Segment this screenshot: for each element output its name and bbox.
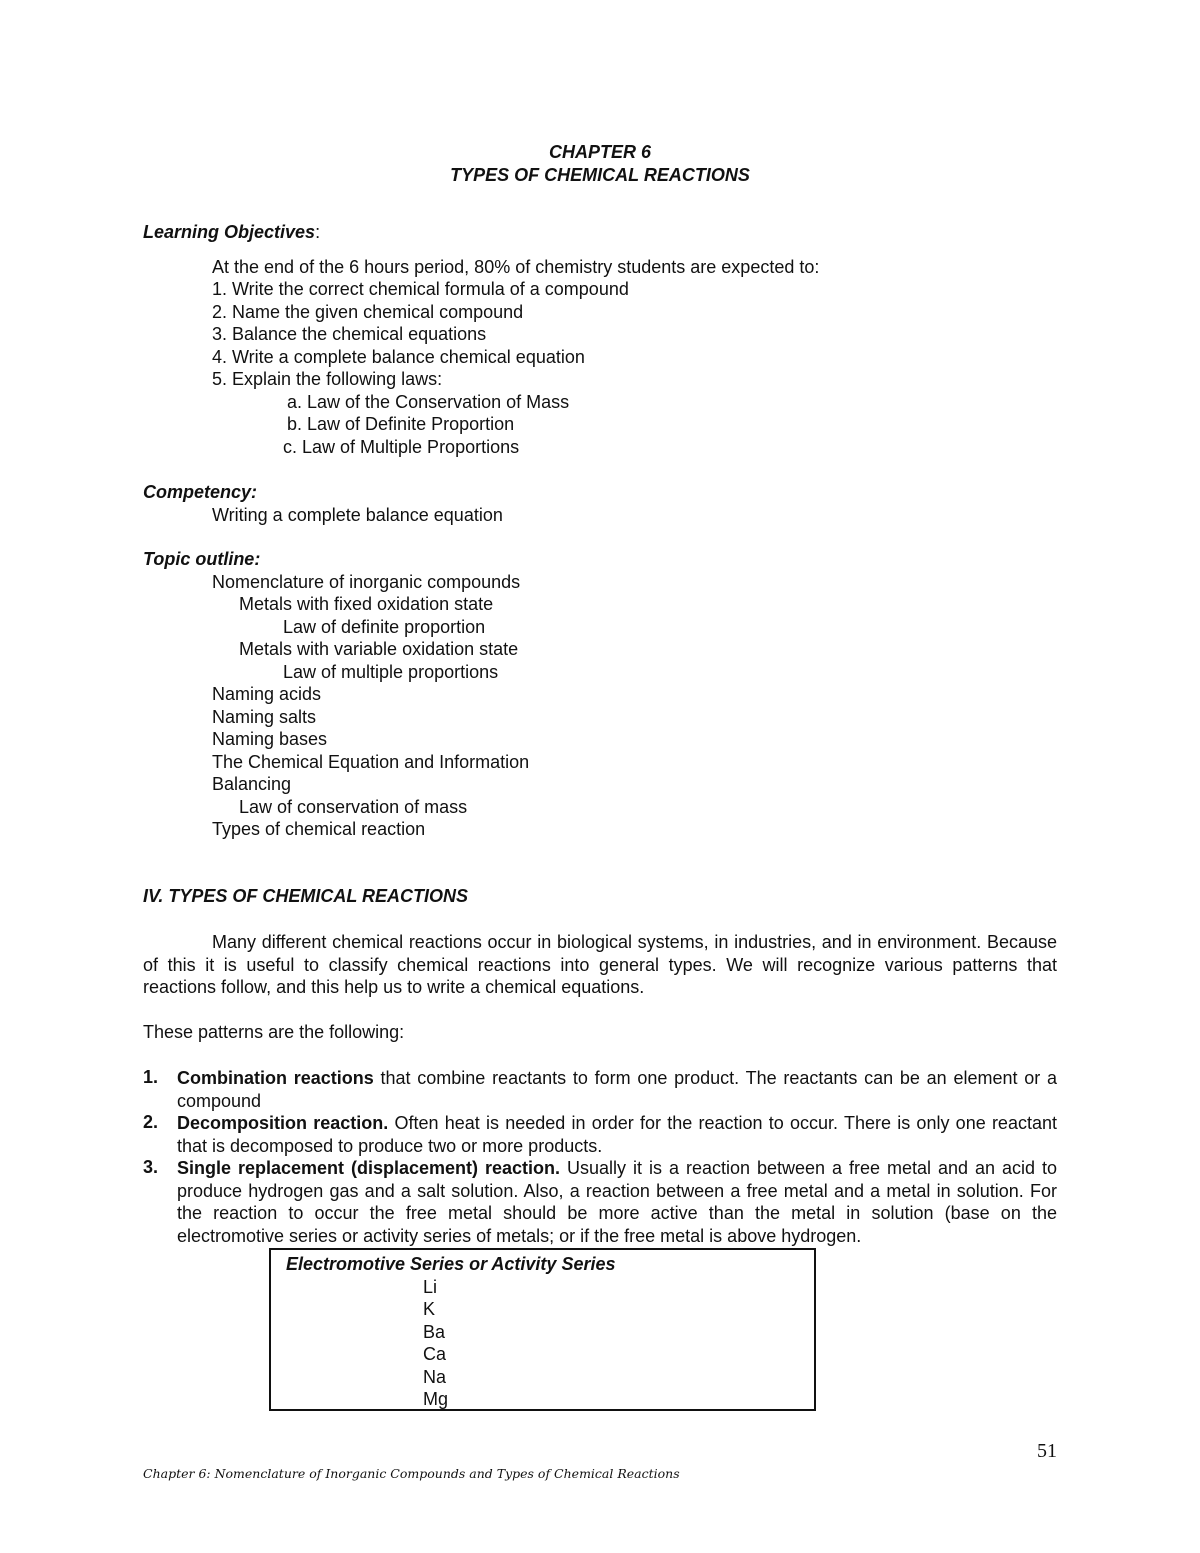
topic-outline-heading: Topic outline: xyxy=(143,549,261,569)
competency-text: Writing a complete balance equation xyxy=(212,505,503,525)
objectives-heading: Learning Objectives xyxy=(143,222,316,242)
objective-item-5: 5. Explain the following laws: xyxy=(212,369,443,389)
topic-item: Metals with variable oxidation state xyxy=(239,639,519,659)
reaction-term: Combination reactions xyxy=(177,1068,374,1088)
law-item-b: b. Law of Definite Proportion xyxy=(287,414,515,434)
reaction-term: Single replacement (displacement) reaction. xyxy=(177,1158,561,1178)
reaction-term: Decomposition reaction. xyxy=(177,1113,389,1133)
chapter-label: CHAPTER 6 xyxy=(548,142,651,162)
chapter-title: TYPES OF CHEMICAL REACTIONS xyxy=(450,165,750,185)
objectives-colon: : xyxy=(315,222,321,242)
activity-series-box xyxy=(269,1248,816,1411)
series-element: K xyxy=(423,1299,436,1319)
reaction-description: Usually it is a reaction between a free metal and an acid to produce hydrogen gas and a salt solution. Also, a reaction between a free metal and a metal in solution. For the reaction to occur the free metal should be more active than the metal in solution (base on the electromotive series or activity series of metals; or if the free metal is above hydrogen. xyxy=(177,1158,1057,1246)
topic-item: Naming acids xyxy=(212,684,322,704)
page-footer: Chapter 6: Nomenclature of Inorganic Compounds and Types of Chemical Reactions xyxy=(143,1466,680,1481)
series-element: Ba xyxy=(423,1322,446,1342)
section-paragraph: Many different chemical reactions occur in biological systems, in industries, and in environment. Because of this it is useful to classify chemical reactions into general types. We will recognize various patterns that reactions follow, and this help us to write a chemical equations. xyxy=(143,932,1057,997)
topic-item: Naming bases xyxy=(212,729,328,749)
topic-item: Types of chemical reaction xyxy=(212,819,426,839)
reaction-description: that combine reactants to form one product. The reactants can be an element or a compound xyxy=(177,1068,1057,1111)
topic-item: The Chemical Equation and Information xyxy=(212,752,530,772)
activity-series-title: Electromotive Series or Activity Series xyxy=(286,1254,616,1274)
reaction-item-single-replacement xyxy=(177,1157,1057,1247)
series-element: Li xyxy=(423,1277,438,1297)
objective-item-4: 4. Write a complete balance chemical equation xyxy=(212,347,585,367)
reaction-number: 1. xyxy=(143,1067,159,1087)
section-heading: IV. TYPES OF CHEMICAL REACTIONS xyxy=(143,886,469,906)
topic-item: Law of definite proportion xyxy=(283,617,486,637)
reaction-number: 3. xyxy=(143,1157,159,1177)
topic-item: Balancing xyxy=(212,774,292,794)
series-element: Mg xyxy=(423,1389,449,1409)
objectives-intro: At the end of the 6 hours period, 80% of chemistry students are expected to: xyxy=(212,257,820,277)
topic-item: Law of multiple proportions xyxy=(283,662,499,682)
topic-item: Metals with fixed oxidation state xyxy=(239,594,494,614)
objective-item-1: 1. Write the correct chemical formula of a compound xyxy=(212,279,629,299)
objectives-heading-row xyxy=(143,222,320,243)
topic-item: Law of conservation of mass xyxy=(239,797,468,817)
objective-item-3: 3. Balance the chemical equations xyxy=(212,324,487,344)
patterns-intro: These patterns are the following: xyxy=(143,1022,405,1042)
objective-item-2: 2. Name the given chemical compound xyxy=(212,302,524,322)
reaction-number: 2. xyxy=(143,1112,159,1132)
law-item-a: a. Law of the Conservation of Mass xyxy=(287,392,570,412)
topic-item: Naming salts xyxy=(212,707,317,727)
series-element: Ca xyxy=(423,1344,447,1364)
reaction-item-decomposition xyxy=(177,1112,1057,1157)
competency-heading: Competency: xyxy=(143,482,258,502)
reaction-description: Often heat is needed in order for the reaction to occur. There is only one reactant that is decomposed to produce two or more products. xyxy=(177,1113,1057,1156)
page-number: 51 xyxy=(1037,1440,1057,1462)
law-item-c: c. Law of Multiple Proportions xyxy=(283,437,520,457)
series-element: Na xyxy=(423,1367,447,1387)
reaction-item-combination xyxy=(177,1067,1057,1112)
topic-item: Nomenclature of inorganic compounds xyxy=(212,572,521,592)
